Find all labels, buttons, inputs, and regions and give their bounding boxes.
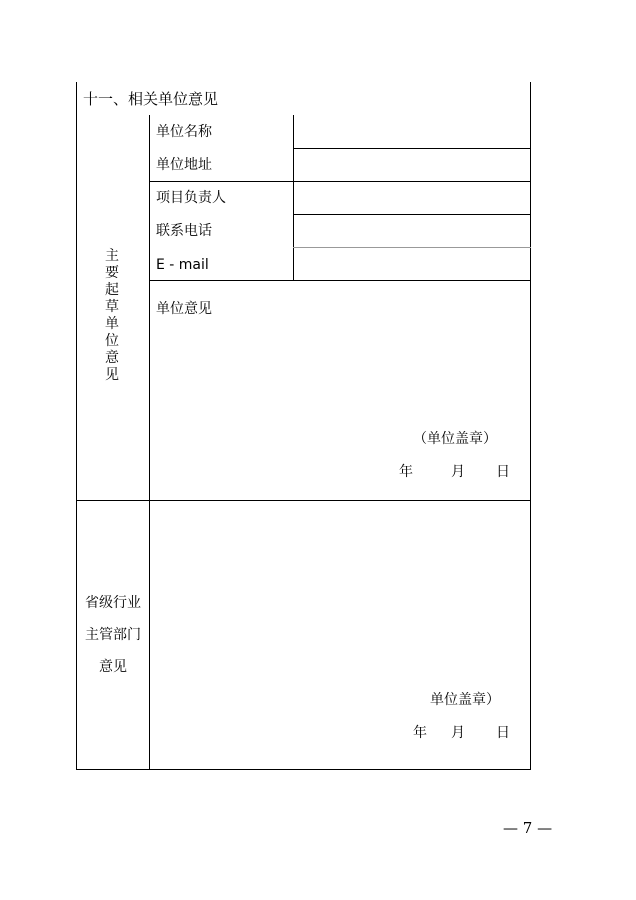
field-value-phone[interactable] [300, 222, 522, 240]
table-bottom-border [76, 769, 531, 770]
drafting-unit-label: 主要起草单位意见 [105, 248, 119, 383]
page-number: — 7 — [503, 819, 553, 837]
field-label-phone: 联系电话 [156, 223, 212, 239]
field-value-unit-name[interactable] [300, 123, 522, 141]
field-label-email: E - mail [156, 257, 209, 273]
field-label-unit-name: 单位名称 [156, 124, 212, 140]
field-value-email[interactable] [300, 256, 522, 274]
provincial-dept-label-line2: 主管部门 [85, 627, 141, 643]
table-right-border [530, 82, 531, 770]
field-value-unit-address[interactable] [300, 156, 522, 174]
row-divider-4 [293, 247, 531, 248]
section-divider [76, 500, 531, 501]
dept-date-month: 月 [451, 725, 465, 741]
row-divider-1 [293, 148, 531, 149]
unit-opinion-label: 单位意见 [156, 301, 212, 317]
provincial-dept-label-line1: 省级行业 [85, 595, 141, 611]
unit-date-day: 日 [496, 464, 510, 480]
unit-seal-text: （单位盖章） [413, 431, 497, 447]
dept-date-day: 日 [496, 725, 510, 741]
dept-date-year: 年 [413, 725, 427, 741]
row-divider-5 [149, 280, 531, 281]
unit-date-month: 月 [451, 464, 465, 480]
row-divider-2 [149, 181, 531, 182]
label-column-divider [149, 115, 150, 770]
field-label-unit-address: 单位地址 [156, 157, 212, 173]
field-value-divider [293, 115, 294, 281]
unit-date-year: 年 [399, 464, 413, 480]
section-title: 十一、相关单位意见 [83, 90, 219, 108]
dept-seal-text: 单位盖章） [430, 692, 500, 708]
field-label-project-lead: 项目负责人 [156, 190, 226, 206]
provincial-dept-label [77, 587, 149, 683]
field-value-project-lead[interactable] [300, 189, 522, 207]
row-divider-3 [293, 214, 531, 215]
provincial-dept-label-line3: 意见 [99, 659, 127, 675]
